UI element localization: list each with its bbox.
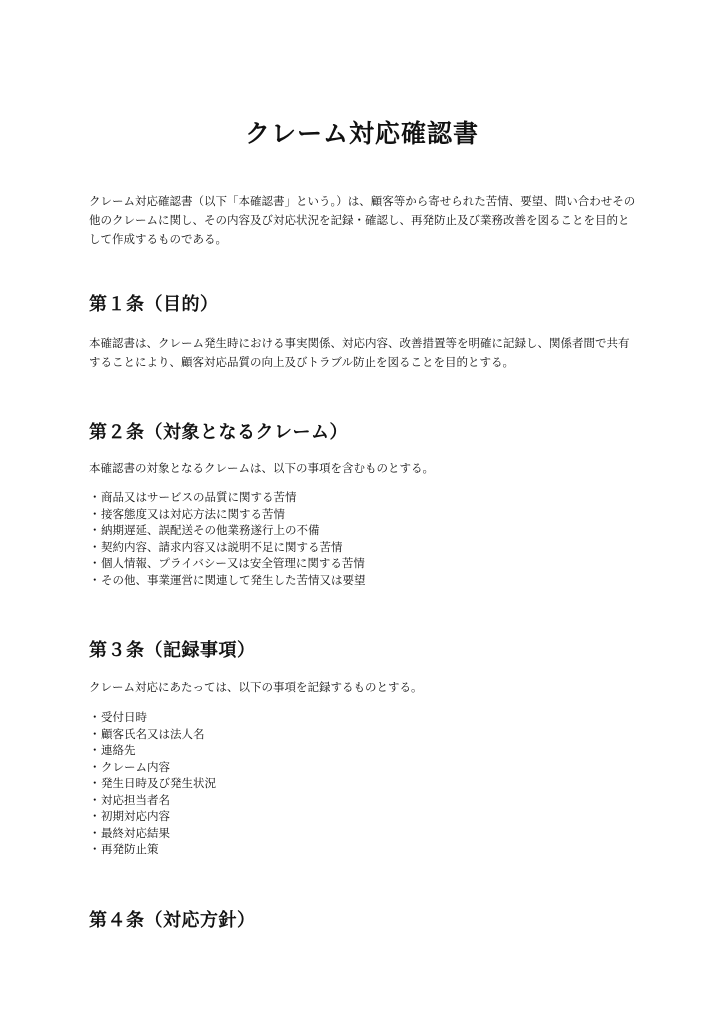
article-2-heading: 第２条（対象となるクレーム） [89, 422, 348, 443]
bullet-mark: ・ [89, 809, 101, 823]
bullet-mark: ・ [89, 776, 101, 790]
list-item-text: 顧客氏名又は法人名 [101, 726, 205, 741]
bullet-mark: ・ [89, 759, 101, 774]
bullet-mark: ・ [89, 792, 101, 807]
article-3-heading: 第３条（記録事項） [89, 640, 256, 661]
list-item-text: 発生日時及び発生状況 [101, 776, 216, 790]
list-item [89, 555, 637, 572]
article-3-list [89, 709, 637, 858]
bullet-mark: ・ [89, 710, 101, 724]
list-item-text: 再発防止策 [101, 842, 159, 856]
article-3-body: クレーム対応にあたっては、以下の事項を記録するものとする。 [89, 680, 423, 694]
list-item [89, 726, 637, 743]
article-2-body: 本確認書の対象となるクレームは、以下の事項を含むものとする。 [89, 461, 434, 475]
list-item [89, 808, 637, 825]
bullet-mark: ・ [89, 842, 101, 856]
list-item [89, 709, 637, 726]
bullet-mark: ・ [89, 523, 101, 537]
bullet-mark: ・ [89, 556, 101, 570]
list-item-text: クレーム内容 [101, 759, 170, 774]
list-item [89, 825, 637, 842]
document-title: クレーム対応確認書 [244, 119, 479, 148]
bullet-mark: ・ [89, 490, 101, 504]
list-item [89, 841, 637, 858]
list-item [89, 792, 637, 809]
list-item-text: 納期遅延、誤配送その他業務遂行上の不備 [101, 523, 320, 537]
bullet-mark: ・ [89, 506, 101, 521]
list-item-text: 個人情報、プライバシー又は安全管理に関する苦情 [101, 556, 365, 570]
list-item-text: 連絡先 [101, 743, 136, 757]
intro-paragraph: クレーム対応確認書（以下「本確認書」という。）は、顧客等から寄せられた苦情、要望、問い合わせその他のクレームに関し、その内容及び対応状況を記録・確認し、再発防止及び業務改善を図ることを目的として作成するものである。 [89, 194, 636, 246]
list-item [89, 759, 637, 776]
bullet-mark: ・ [89, 726, 101, 741]
article-1-body: 本確認書は、クレーム発生時における事実関係、対応内容、改善措置等を明確に記録し、関係者間で共有することにより、顧客対応品質の向上及びトラブル防止を図ることを目的とする。 [89, 336, 630, 369]
list-item [89, 522, 637, 539]
list-item-text: 受付日時 [101, 710, 147, 724]
list-item-text: 接客態度又は対応方法に関する苦情 [101, 506, 285, 521]
list-item-text: 対応担当者名 [101, 792, 170, 807]
bullet-mark: ・ [89, 743, 101, 757]
list-item [89, 572, 637, 589]
bullet-mark: ・ [89, 539, 101, 554]
list-item [89, 539, 637, 556]
list-item [89, 775, 637, 792]
list-item-text: 商品又はサービスの品質に関する苦情 [101, 490, 297, 504]
list-item-text: 最終対応結果 [101, 825, 170, 840]
list-item [89, 506, 637, 523]
list-item-text: その他、事業運営に関連して発生した苦情又は要望 [101, 572, 366, 587]
article-1-heading: 第１条（目的） [89, 294, 219, 315]
article-4-heading: 第４条（対応方針） [89, 910, 256, 931]
list-item-text: 初期対応内容 [101, 809, 170, 823]
article-2-list [89, 489, 637, 588]
bullet-mark: ・ [89, 825, 101, 840]
bullet-mark: ・ [89, 572, 101, 587]
list-item-text: 契約内容、請求内容又は説明不足に関する苦情 [101, 539, 343, 554]
list-item [89, 742, 637, 759]
list-item [89, 489, 637, 506]
